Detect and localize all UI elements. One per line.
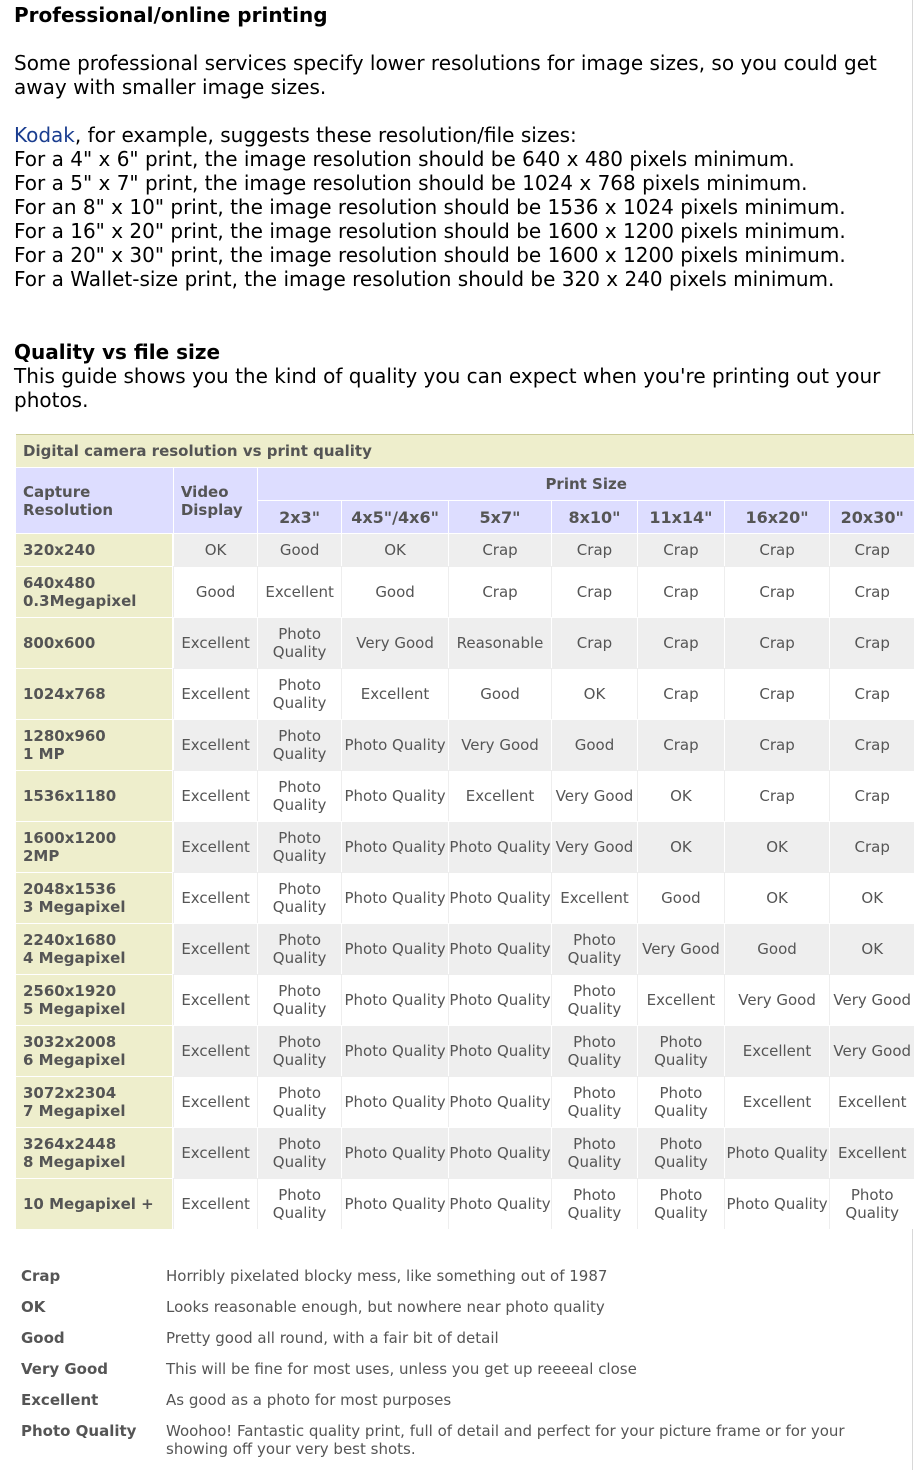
quality-cell: Photo Quality: [257, 770, 341, 821]
legend-term: OK: [21, 1298, 46, 1316]
quality-cell: Reasonable: [448, 617, 551, 668]
table-row: [16, 1025, 914, 1076]
quality-cell: Photo Quality: [257, 821, 341, 872]
quality-cell: Crap: [829, 668, 914, 719]
megapixel-label: 1 MP: [23, 745, 65, 763]
printing-intro-text: Some professional services specify lower resolutions for image sizes, so you could get away with smaller image sizes.: [14, 51, 877, 99]
row-header-resolution: [16, 668, 173, 719]
megapixel-label: 2MP: [23, 847, 60, 865]
quality-cell: Good: [448, 668, 551, 719]
column-header-video: Video Display: [173, 467, 258, 533]
quality-cell: Very Good: [341, 617, 448, 668]
quality-cell: Excellent: [257, 566, 341, 617]
resolution-label: 10 Megapixel +: [23, 1195, 154, 1213]
quality-cell: OK: [551, 668, 637, 719]
video-display-cell: Excellent: [173, 1178, 258, 1229]
legend-description: This will be fine for most uses, unless you get up reeeeal close: [166, 1360, 637, 1378]
legend-row: [13, 1387, 893, 1418]
resolution-label: 3032x2008: [23, 1033, 117, 1051]
kodak-size-line: For a 20" x 30" print, the image resolution should be 1600 x 1200 pixels minimum.: [14, 243, 846, 267]
section-heading-quality: Quality vs file size: [14, 340, 221, 364]
column-header-size: 5x7": [448, 501, 551, 533]
row-header-resolution: [16, 1025, 173, 1076]
table-row: [16, 566, 914, 617]
quality-cell: Crap: [724, 770, 830, 821]
quality-table-body: [16, 533, 914, 1229]
video-display-cell: Excellent: [173, 617, 258, 668]
column-header-size: 8x10": [551, 501, 637, 533]
quality-cell: Photo Quality: [448, 1076, 551, 1127]
video-display-cell: Excellent: [173, 923, 258, 974]
row-header-resolution: [16, 770, 173, 821]
quality-cell: Photo Quality: [257, 617, 341, 668]
resolution-label: 2048x1536: [23, 880, 117, 898]
kodak-size-line: For a Wallet-size print, the image resolution should be 320 x 240 pixels minimum.: [14, 267, 835, 291]
row-header-resolution: [16, 872, 173, 923]
section-heading-printing: Professional/online printing: [14, 3, 328, 27]
row-header-resolution: [16, 1076, 173, 1127]
legend-row: [13, 1418, 893, 1467]
quality-cell: Photo Quality: [257, 1178, 341, 1229]
quality-cell: Crap: [448, 566, 551, 617]
quality-cell: Photo Quality: [551, 974, 637, 1025]
quality-cell: Photo Quality: [551, 1178, 637, 1229]
row-header-resolution: [16, 533, 173, 566]
quality-cell: Crap: [448, 533, 551, 566]
quality-cell: OK: [829, 872, 914, 923]
table-row: [16, 1178, 914, 1229]
quality-cell: Very Good: [829, 974, 914, 1025]
column-header-capture: Capture Resolution: [16, 467, 173, 533]
quality-cell: Photo Quality: [637, 1178, 723, 1229]
quality-cell: Crap: [637, 668, 723, 719]
table-row: [16, 668, 914, 719]
resolution-label: 800x600: [23, 634, 96, 652]
quality-cell: Photo Quality: [551, 1025, 637, 1076]
resolution-label: 3264x2448: [23, 1135, 117, 1153]
quality-cell: Photo Quality: [637, 1076, 723, 1127]
row-header-resolution: [16, 566, 173, 617]
quality-cell: Photo Quality: [341, 1127, 448, 1178]
quality-cell: Photo Quality: [551, 923, 637, 974]
quality-cell: Photo Quality: [551, 1076, 637, 1127]
video-display-cell: Excellent: [173, 770, 258, 821]
megapixel-label: 8 Megapixel: [23, 1153, 126, 1171]
quality-cell: Crap: [551, 566, 637, 617]
video-display-cell: Good: [173, 566, 258, 617]
kodak-size-line: For a 16" x 20" print, the image resolution should be 1600 x 1200 pixels minimum.: [14, 219, 846, 243]
quality-cell: Photo Quality: [341, 821, 448, 872]
table-title: Digital camera resolution vs print quality: [16, 434, 914, 467]
legend-description: Horribly pixelated blocky mess, like something out of 1987: [166, 1267, 608, 1285]
resolution-label: 1600x1200: [23, 829, 117, 847]
quality-cell: Crap: [637, 719, 723, 770]
quality-cell: Photo Quality: [448, 821, 551, 872]
column-header-print-size: Print Size: [257, 467, 914, 501]
quality-cell: Very Good: [448, 719, 551, 770]
quality-cell: Photo Quality: [257, 668, 341, 719]
table-row: [16, 719, 914, 770]
quality-cell: Photo Quality: [341, 872, 448, 923]
quality-cell: Excellent: [829, 1127, 914, 1178]
video-display-cell: Excellent: [173, 974, 258, 1025]
row-header-resolution: [16, 821, 173, 872]
quality-cell: Crap: [724, 566, 830, 617]
quality-cell: Photo Quality: [637, 1127, 723, 1178]
legend-term: Excellent: [21, 1391, 99, 1409]
quality-cell: Photo Quality: [341, 719, 448, 770]
quality-cell: Crap: [724, 719, 830, 770]
legend-description: Woohoo! Fantastic quality print, full of detail and perfect for your picture frame or for your showing off your very best shots.: [166, 1422, 845, 1458]
resolution-label: 3072x2304: [23, 1084, 117, 1102]
quality-cell: OK: [724, 821, 830, 872]
legend-description: As good as a photo for most purposes: [166, 1391, 452, 1409]
row-header-resolution: [16, 1178, 173, 1229]
quality-cell: Photo Quality: [724, 1127, 830, 1178]
quality-cell: Crap: [551, 617, 637, 668]
quality-cell: Very Good: [829, 1025, 914, 1076]
legend-description: Pretty good all round, with a fair bit of detail: [166, 1329, 499, 1347]
resolution-label: 640x480: [23, 574, 96, 592]
quality-cell: Photo Quality: [551, 1127, 637, 1178]
row-header-resolution: [16, 974, 173, 1025]
kodak-link[interactable]: Kodak: [14, 123, 75, 147]
kodak-recommendations: [14, 123, 894, 291]
video-display-cell: Excellent: [173, 1076, 258, 1127]
quality-cell: Crap: [637, 533, 723, 566]
megapixel-label: 3 Megapixel: [23, 898, 126, 916]
quality-cell: Good: [551, 719, 637, 770]
resolution-label: 1024x768: [23, 685, 106, 703]
quality-cell: Photo Quality: [341, 770, 448, 821]
legend-row: [13, 1325, 893, 1356]
quality-cell: Photo Quality: [257, 923, 341, 974]
quality-cell: Excellent: [724, 1076, 830, 1127]
legend-description: Looks reasonable enough, but nowhere near photo quality: [166, 1298, 605, 1316]
quality-cell: Photo Quality: [341, 1076, 448, 1127]
megapixel-label: 5 Megapixel: [23, 1000, 126, 1018]
quality-cell: Photo Quality: [724, 1178, 830, 1229]
quality-cell: OK: [724, 872, 830, 923]
video-display-cell: Excellent: [173, 668, 258, 719]
column-header-size: 11x14": [637, 501, 723, 533]
column-header-size: 4x5"/4x6": [341, 501, 448, 533]
legend-row: [13, 1263, 893, 1294]
quality-cell: Photo Quality: [829, 1178, 914, 1229]
table-row: [16, 821, 914, 872]
quality-cell: Photo Quality: [257, 1025, 341, 1076]
quality-cell: OK: [341, 533, 448, 566]
column-header-size: 2x3": [257, 501, 341, 533]
video-display-cell: Excellent: [173, 821, 258, 872]
quality-cell: Crap: [724, 533, 830, 566]
quality-cell: Very Good: [637, 923, 723, 974]
quality-cell: Photo Quality: [448, 923, 551, 974]
resolution-label: 2240x1680: [23, 931, 117, 949]
megapixel-label: 6 Megapixel: [23, 1051, 126, 1069]
quality-cell: Photo Quality: [257, 719, 341, 770]
quality-cell: Photo Quality: [448, 974, 551, 1025]
column-header-size: 20x30": [829, 501, 914, 533]
resolution-label: 2560x1920: [23, 982, 117, 1000]
row-header-resolution: [16, 719, 173, 770]
quality-cell: Excellent: [637, 974, 723, 1025]
legend-term: Good: [21, 1329, 65, 1347]
resolution-label: 1280x960: [23, 727, 106, 745]
quality-cell: Very Good: [551, 821, 637, 872]
quality-table: [16, 434, 914, 1229]
quality-cell: Photo Quality: [341, 923, 448, 974]
quality-cell: Photo Quality: [448, 1127, 551, 1178]
legend-term: Photo Quality: [21, 1422, 137, 1440]
quality-cell: OK: [637, 770, 723, 821]
table-row: [16, 1127, 914, 1178]
megapixel-label: 4 Megapixel: [23, 949, 126, 967]
megapixel-label: 0.3Megapixel: [23, 592, 137, 610]
quality-cell: Photo Quality: [257, 1076, 341, 1127]
quality-cell: Crap: [829, 617, 914, 668]
kodak-size-line: For a 4" x 6" print, the image resolution should be 640 x 480 pixels minimum.: [14, 147, 795, 171]
quality-intro-text: This guide shows you the kind of quality you can expect when you're printing out your photos.: [14, 364, 881, 412]
quality-cell: Crap: [724, 668, 830, 719]
legend-row: [13, 1356, 893, 1387]
quality-cell: Photo Quality: [257, 974, 341, 1025]
quality-cell: Crap: [829, 533, 914, 566]
kodak-size-line: For an 8" x 10" print, the image resolution should be 1536 x 1024 pixels minimum.: [14, 195, 846, 219]
kodak-intro-line: [14, 123, 894, 147]
quality-cell: OK: [829, 923, 914, 974]
quality-cell: Photo Quality: [341, 1178, 448, 1229]
quality-cell: Photo Quality: [341, 1025, 448, 1076]
quality-cell: Photo Quality: [257, 1127, 341, 1178]
table-row: [16, 617, 914, 668]
quality-cell: Excellent: [551, 872, 637, 923]
row-header-resolution: [16, 617, 173, 668]
quality-cell: Very Good: [724, 974, 830, 1025]
resolution-label: 1536x1180: [23, 787, 117, 805]
quality-cell: Photo Quality: [257, 872, 341, 923]
quality-cell: Crap: [829, 770, 914, 821]
kodak-intro-rest: , for example, suggests these resolution/file sizes:: [74, 123, 577, 147]
quality-cell: Good: [724, 923, 830, 974]
table-row: [16, 770, 914, 821]
column-header-size: 16x20": [724, 501, 830, 533]
quality-cell: Photo Quality: [341, 974, 448, 1025]
quality-cell: Photo Quality: [448, 1178, 551, 1229]
resolution-label: 320x240: [23, 541, 96, 559]
quality-cell: Excellent: [448, 770, 551, 821]
quality-cell: Excellent: [724, 1025, 830, 1076]
quality-cell: Good: [257, 533, 341, 566]
legend-term: Very Good: [21, 1360, 109, 1378]
quality-cell: Good: [637, 872, 723, 923]
table-row: [16, 923, 914, 974]
video-display-cell: Excellent: [173, 1127, 258, 1178]
quality-cell: Crap: [724, 617, 830, 668]
quality-cell: Crap: [637, 617, 723, 668]
quality-cell: Very Good: [551, 770, 637, 821]
legend-term: Crap: [21, 1267, 61, 1285]
quality-cell: Crap: [637, 566, 723, 617]
quality-cell: Crap: [829, 566, 914, 617]
kodak-size-line: For a 5" x 7" print, the image resolution should be 1024 x 768 pixels minimum.: [14, 171, 808, 195]
video-display-cell: OK: [173, 533, 258, 566]
quality-cell: Crap: [551, 533, 637, 566]
video-display-cell: Excellent: [173, 1025, 258, 1076]
quality-cell: Photo Quality: [448, 872, 551, 923]
quality-legend: [13, 1263, 893, 1467]
row-header-resolution: [16, 923, 173, 974]
table-row: [16, 1076, 914, 1127]
quality-cell: Photo Quality: [448, 1025, 551, 1076]
quality-cell: Excellent: [829, 1076, 914, 1127]
quality-cell: OK: [637, 821, 723, 872]
quality-cell: Excellent: [341, 668, 448, 719]
megapixel-label: 7 Megapixel: [23, 1102, 126, 1120]
video-display-cell: Excellent: [173, 719, 258, 770]
quality-cell: Good: [341, 566, 448, 617]
quality-cell: Photo Quality: [637, 1025, 723, 1076]
table-row: [16, 974, 914, 1025]
row-header-resolution: [16, 1127, 173, 1178]
quality-cell: Crap: [829, 719, 914, 770]
video-display-cell: Excellent: [173, 872, 258, 923]
legend-row: [13, 1294, 893, 1325]
table-row: [16, 872, 914, 923]
quality-cell: Crap: [829, 821, 914, 872]
table-row: [16, 533, 914, 566]
